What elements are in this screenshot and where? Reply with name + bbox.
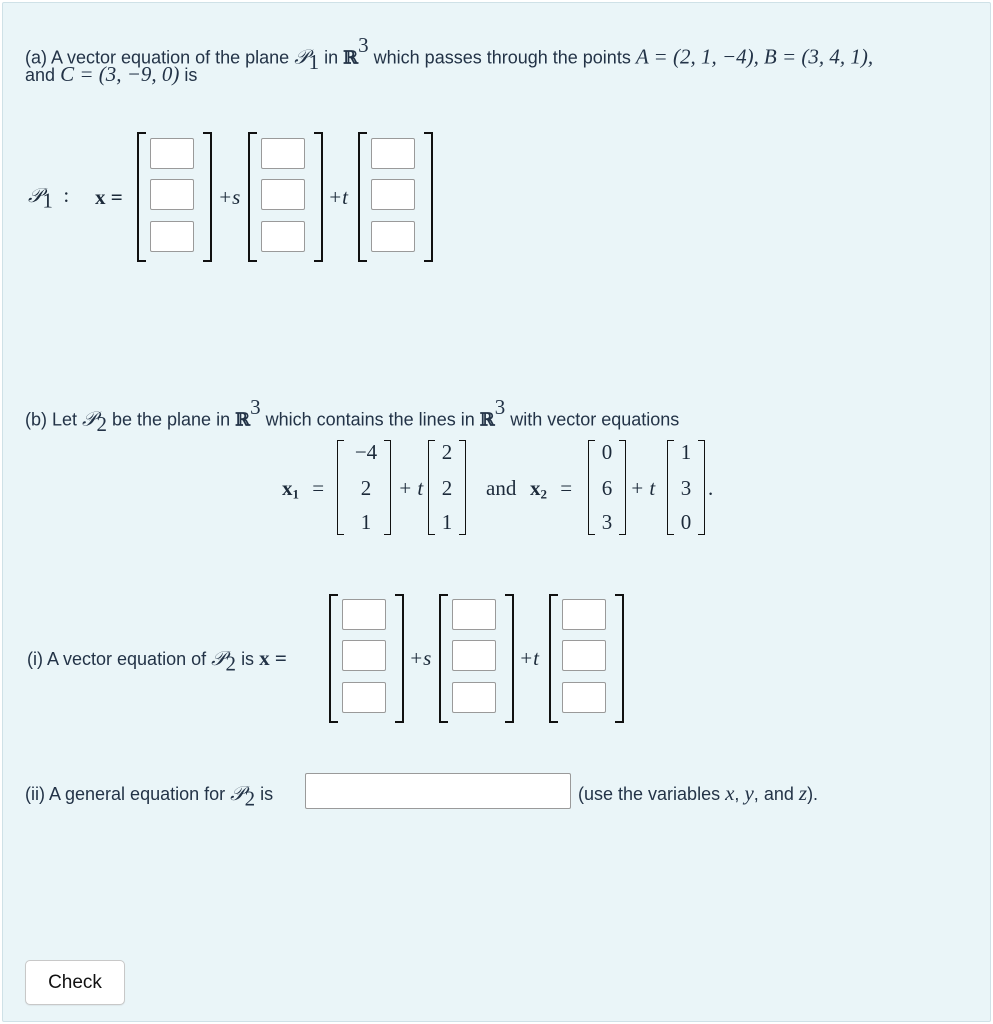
p1-subscript: 1	[42, 188, 53, 213]
x-equals-text: x =	[95, 185, 123, 209]
plane-symbol: 𝒫	[82, 406, 97, 431]
contains-text: which contains the lines in	[265, 409, 475, 430]
line1-point-x: −4	[354, 440, 378, 464]
be-text: be the plane in	[111, 409, 231, 430]
line1-point-z: 1	[360, 510, 372, 534]
p1-point-z-input[interactable]	[150, 221, 194, 252]
line1-dir-y: 2	[441, 476, 453, 500]
bracket-left	[337, 440, 344, 535]
and-word: and	[486, 476, 517, 500]
x2-symbol: x	[530, 476, 541, 500]
plus-t-text: + t	[630, 476, 656, 500]
line1-point-y: 2	[360, 476, 372, 500]
bracket-left	[248, 132, 257, 262]
bracket-right	[395, 594, 404, 723]
x2-subscript: 2	[540, 486, 548, 502]
var-z: z	[798, 781, 808, 805]
x2-label	[530, 476, 572, 502]
period: .	[708, 476, 714, 500]
part-a-statement-line2	[25, 62, 197, 87]
plus-s-a: +s	[218, 185, 241, 209]
p2-point-z-input[interactable]	[342, 682, 386, 713]
p2-dir1-y-input[interactable]	[452, 640, 496, 671]
p1-dir2-z-input[interactable]	[371, 221, 415, 252]
p2-dir2-x-input[interactable]	[562, 599, 606, 630]
general-equation-input[interactable]	[305, 773, 571, 809]
plane-subscript: 2	[225, 651, 237, 676]
bracket-right	[203, 132, 212, 262]
line1-plus-t	[398, 476, 423, 501]
real-space-symbol: ℝ	[479, 409, 495, 431]
p1-dir2-y-input[interactable]	[371, 179, 415, 210]
line1-dir-x: 2	[441, 440, 453, 464]
line2-point-z: 3	[601, 510, 613, 534]
space-superscript: 3	[250, 395, 261, 419]
part-a-label: (a) A vector equation of the plane	[25, 47, 290, 68]
bracket-right	[424, 132, 433, 262]
line2-dir-y: 3	[680, 476, 692, 500]
plus-t-a: +t	[328, 185, 349, 209]
x-equals-text: x =	[259, 646, 287, 670]
p2-dir2-y-input[interactable]	[562, 640, 606, 671]
is-word: is	[260, 784, 274, 804]
plane-symbol: 𝒫	[294, 44, 309, 69]
line2-point-y: 6	[601, 476, 613, 500]
hint-suffix: ).	[807, 784, 819, 804]
part-b-label: (b) Let	[25, 409, 78, 430]
plane-subscript: 2	[244, 786, 256, 811]
part-i-label: (i) A vector equation of	[27, 649, 207, 669]
p2-point-y-input[interactable]	[342, 640, 386, 671]
passes-text: which passes through the points	[373, 47, 631, 68]
p1-dir2-x-input[interactable]	[371, 138, 415, 169]
p1-colon: :	[63, 183, 70, 207]
plus-t-text: + t	[398, 476, 424, 500]
x1-symbol: x	[282, 476, 293, 500]
is-word: is	[184, 65, 198, 85]
line2-dir-z: 0	[680, 510, 692, 534]
check-button[interactable]: Check	[25, 960, 125, 1005]
point-b: B = (3, 4, 1),	[763, 44, 874, 69]
and-word: and	[25, 65, 56, 85]
variables-hint: (use the variables x, y, and z).	[578, 781, 819, 805]
plus-t-i: +t	[519, 646, 540, 670]
real-space-symbol: ℝ	[343, 47, 359, 69]
real-space-symbol: ℝ	[235, 409, 251, 431]
x1-equals: =	[312, 476, 325, 500]
line1-dir-z: 1	[441, 510, 453, 534]
p1-point-y-input[interactable]	[150, 179, 194, 210]
part-b-statement	[25, 395, 679, 437]
part-ii-label: (ii) A general equation for	[25, 784, 226, 804]
bracket-left	[358, 132, 367, 262]
line2-dir-x: 1	[680, 440, 692, 464]
space-superscript: 3	[494, 395, 506, 419]
x2-equals: =	[560, 476, 573, 500]
p1-dir1-x-input[interactable]	[261, 138, 305, 169]
p2-dir1-z-input[interactable]	[452, 682, 496, 713]
bracket-right	[314, 132, 323, 262]
point-c: C = (3, −9, 0)	[60, 62, 180, 86]
is-word: is	[241, 649, 255, 669]
p2-point-x-input[interactable]	[342, 599, 386, 630]
bracket-right	[505, 594, 514, 723]
p1-symbol: 𝒫	[28, 183, 43, 207]
bracket-right	[615, 594, 624, 723]
var-x: x	[725, 781, 735, 805]
plane-subscript: 1	[308, 49, 320, 74]
x1-label	[282, 476, 324, 502]
point-a: A = (2, 1, −4),	[635, 44, 759, 69]
line2-plus-t	[630, 476, 655, 501]
bracket-left	[329, 594, 338, 723]
var-y: y	[744, 781, 754, 805]
line2-point-x: 0	[601, 440, 613, 464]
p2-dir2-z-input[interactable]	[562, 682, 606, 713]
x-equals-a	[95, 185, 123, 210]
bracket-left	[439, 594, 448, 723]
p1-dir1-z-input[interactable]	[261, 221, 305, 252]
p1-dir1-y-input[interactable]	[261, 179, 305, 210]
part-ii-statement	[25, 781, 273, 811]
hint-prefix: (use the variables	[578, 784, 721, 804]
plane-subscript: 2	[96, 411, 107, 436]
space-superscript: 3	[358, 33, 369, 57]
hint-and: and	[763, 784, 794, 804]
p1-lhs	[28, 183, 69, 213]
bracket-left	[137, 132, 146, 262]
plane-symbol: 𝒫	[230, 781, 245, 805]
in-word: in	[324, 47, 339, 68]
bracket-left	[549, 594, 558, 723]
plus-s-i: +s	[409, 646, 432, 670]
x1-subscript: 1	[292, 486, 300, 502]
p2-dir1-x-input[interactable]	[452, 599, 496, 630]
part-i-statement	[27, 646, 287, 676]
plane-symbol: 𝒫	[211, 646, 226, 670]
p1-point-x-input[interactable]	[150, 138, 194, 169]
with-text: with vector equations	[510, 409, 680, 430]
